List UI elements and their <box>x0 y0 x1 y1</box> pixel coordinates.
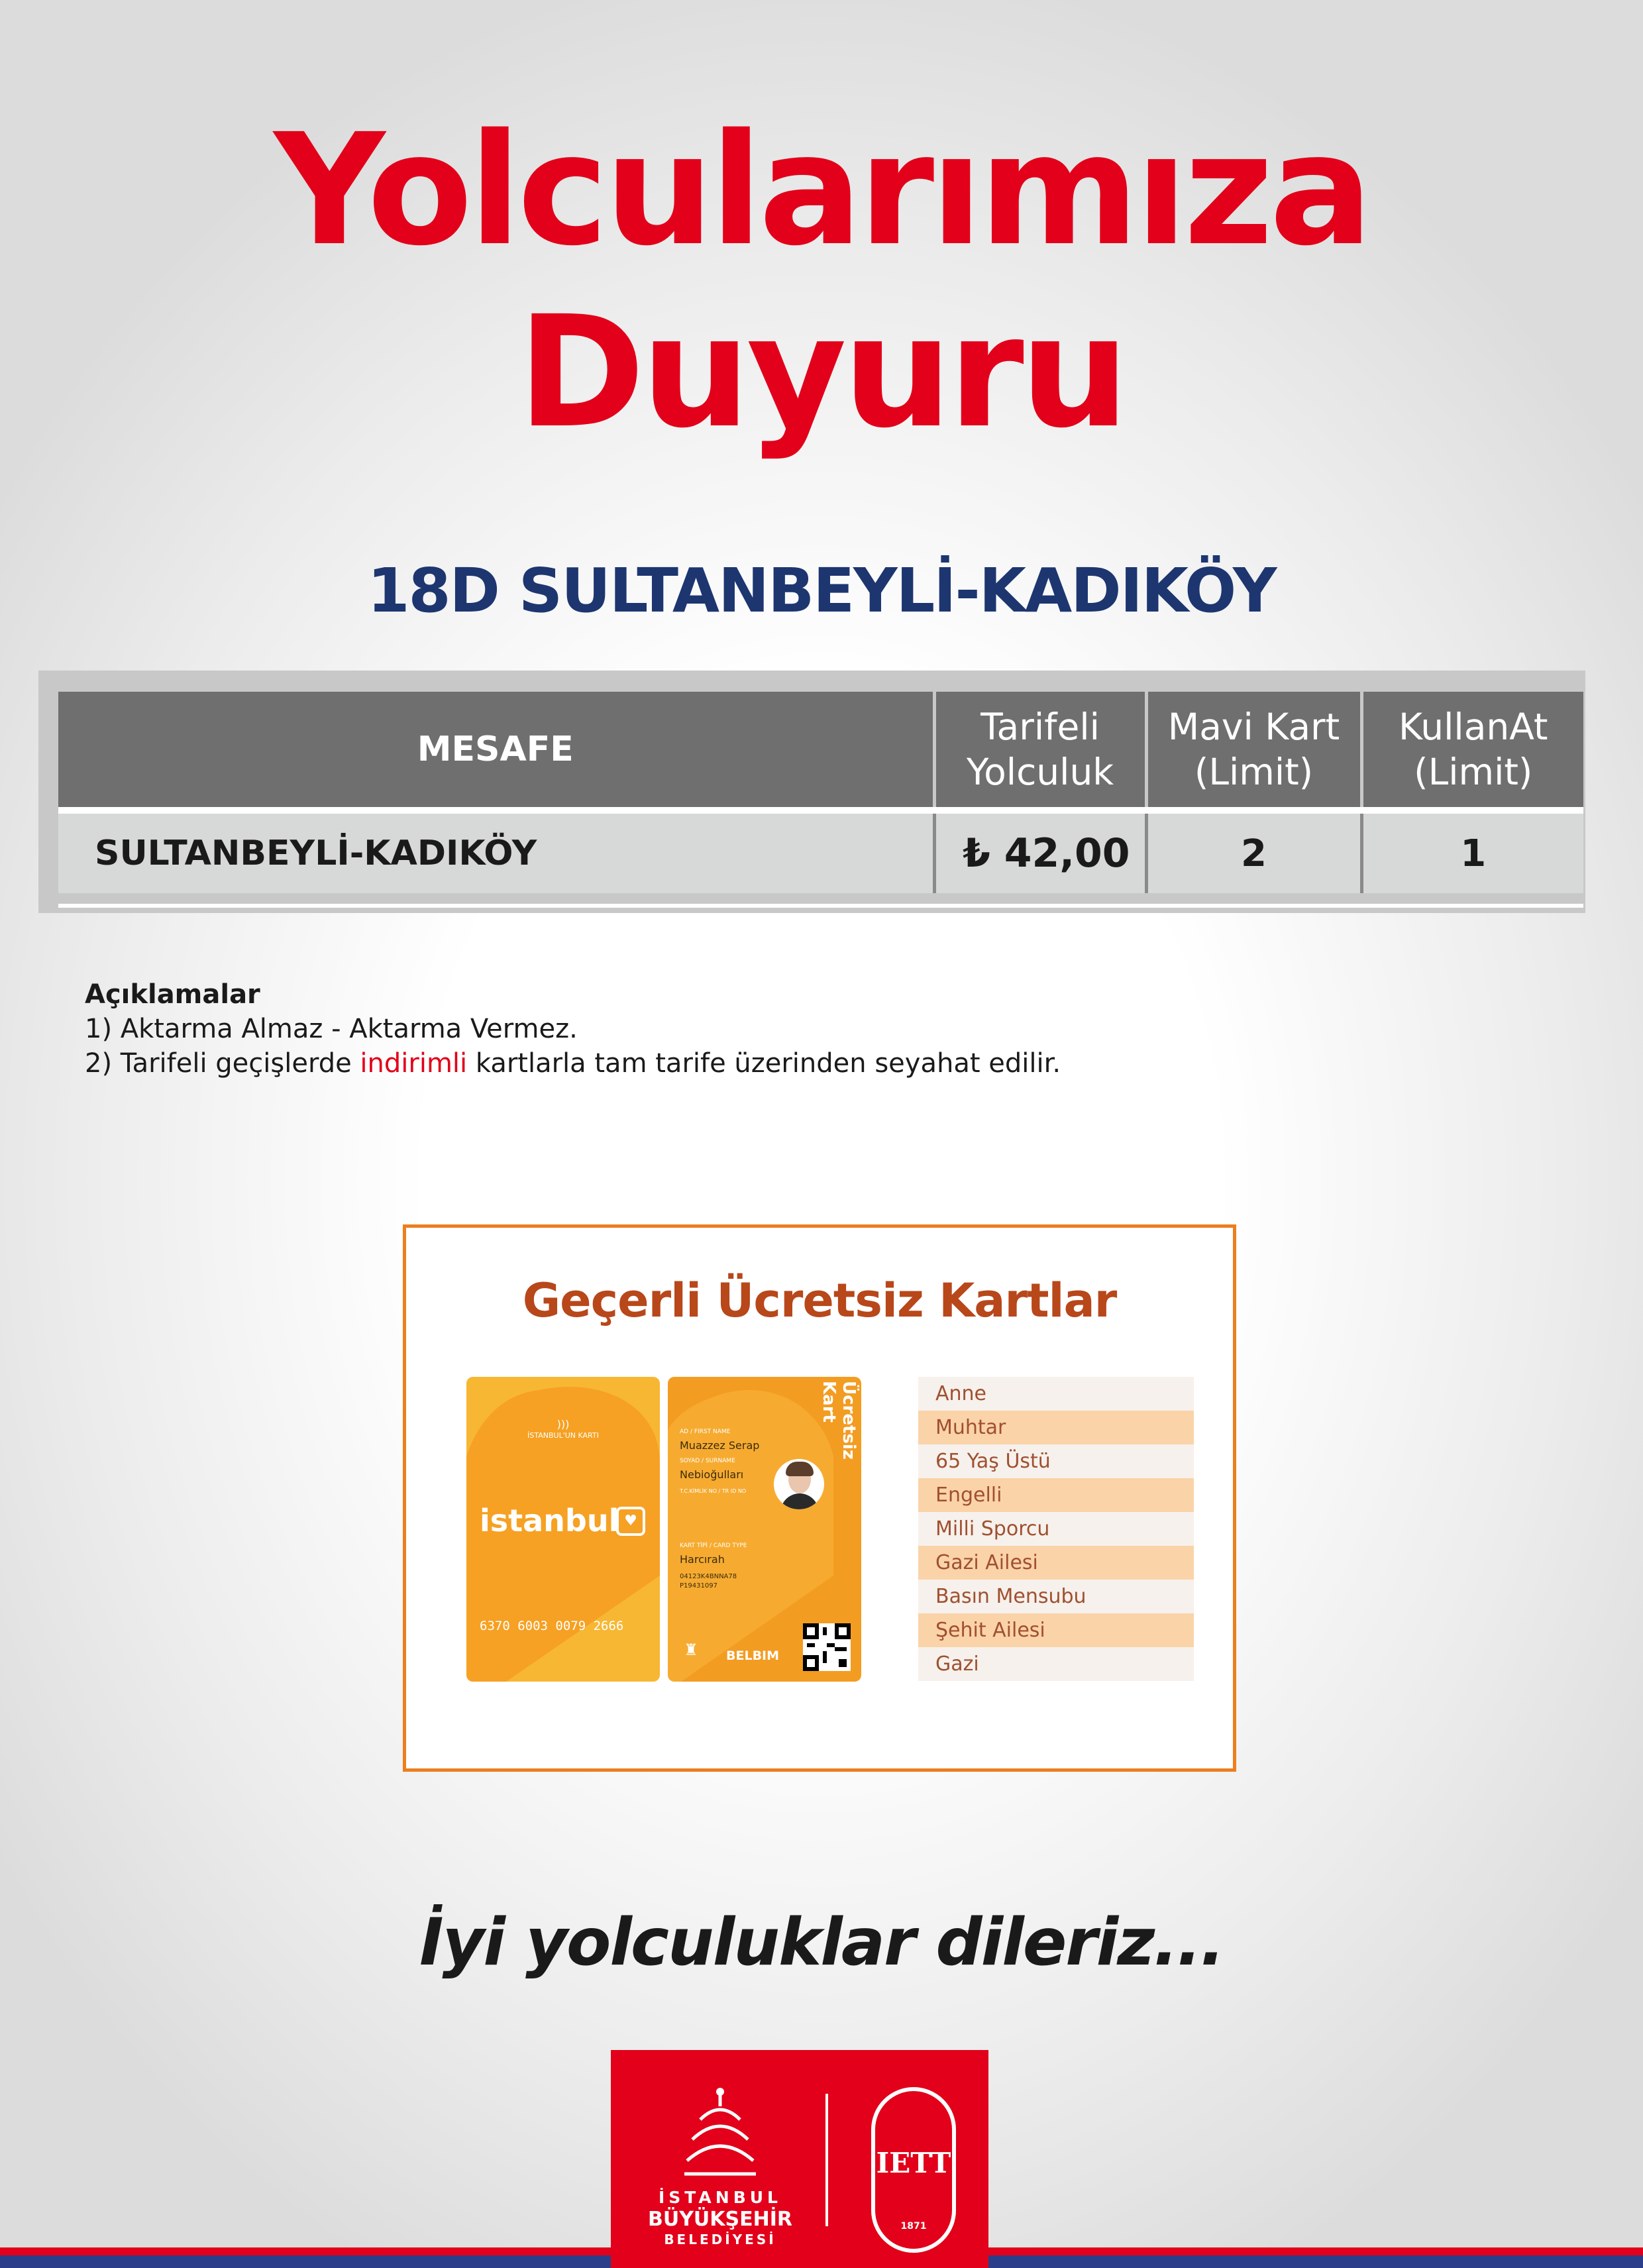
card2-type-label: KART TİPİ / CARD TYPE <box>680 1542 747 1549</box>
ibb-mini-logo-icon: ♜ <box>684 1641 698 1659</box>
footer-divider <box>825 2094 828 2226</box>
list-item: Şehit Ailesi <box>918 1613 1194 1647</box>
list-item: Basın Mensubu <box>918 1580 1194 1613</box>
list-item: Anne <box>918 1377 1194 1411</box>
cell-mavi-kart-limit: 2 <box>1146 810 1361 893</box>
table-bottom-rule <box>58 904 1583 908</box>
card2-surname-label: SOYAD / SURNAME <box>680 1458 735 1464</box>
ibb-name-line2: BÜYÜKŞEHİR <box>647 2208 793 2231</box>
free-card-types-list <box>918 1377 1194 1681</box>
header-tarifeli-yolculuk: Tarifeli Yolculuk <box>934 692 1146 810</box>
route-title: 18D SULTANBEYLİ-KADIKÖY <box>367 555 1276 626</box>
iett-year: 1871 <box>900 2221 927 2232</box>
fare-table <box>58 692 1583 893</box>
card2-id-label: T.C.KİMLİK NO / TR ID NO <box>680 1488 747 1494</box>
ibb-name-line3: BELEDİYESİ <box>664 2232 776 2247</box>
list-item: 65 Yaş Üstü <box>918 1444 1194 1478</box>
ibb-logo-icon <box>680 2086 760 2179</box>
list-item: Muhtar <box>918 1411 1194 1444</box>
card1-small-label: İSTANBUL'UN KARTI <box>527 1431 599 1440</box>
heart-icon: ♥ <box>616 1507 645 1536</box>
table-header-row <box>58 692 1583 810</box>
page-title <box>0 99 1643 464</box>
note-2 <box>85 1046 1061 1081</box>
qr-code-icon <box>803 1623 851 1671</box>
notes-heading: Açıklamalar <box>85 979 260 1010</box>
list-item: Engelli <box>918 1478 1194 1512</box>
header-kullanat: KullanAt (Limit) <box>1361 692 1583 810</box>
table-row <box>58 810 1583 893</box>
iett-logo-icon <box>871 2087 956 2253</box>
card2-type: Harcırah <box>680 1553 725 1566</box>
cell-distance: SULTANBEYLİ-KADIKÖY <box>58 810 934 893</box>
free-cards-title: Geçerli Ücretsiz Kartlar <box>522 1273 1117 1328</box>
card2-vertical-title: Ücretsiz Kart <box>819 1381 859 1460</box>
belbim-logo: BELBIM <box>726 1648 780 1663</box>
header-mesafe: MESAFE <box>58 692 934 810</box>
notes <box>85 977 1061 1081</box>
closing-message: İyi yolculuklar dileriz... <box>419 1905 1224 1980</box>
list-item: Gazi Ailesi <box>918 1546 1194 1580</box>
footer-logo-panel <box>611 2050 988 2268</box>
cell-fare: ₺ 42,00 <box>934 810 1146 893</box>
header-mavi-kart: Mavi Kart (Limit) <box>1146 692 1361 810</box>
istanbul-logo: istanbul <box>480 1503 619 1539</box>
free-pass-card <box>668 1377 861 1682</box>
title-line-2: Duyuru <box>517 283 1126 462</box>
istanbulkart-card <box>466 1377 660 1682</box>
ibb-name-line1: İSTANBUL <box>659 2188 782 2207</box>
card2-name-label: AD / FIRST NAME <box>680 1429 731 1435</box>
card2-name: Muazzez Serap <box>680 1439 760 1452</box>
title-line-1: Yolcularımıza <box>274 101 1369 280</box>
card1-number: 6370 6003 0079 2666 <box>480 1619 624 1633</box>
note-2-text: 2) Tarifeli geçişlerde <box>85 1048 360 1079</box>
card2-serial-2: P19431097 <box>680 1582 717 1590</box>
list-item: Gazi <box>918 1647 1194 1681</box>
list-item: Milli Sporcu <box>918 1512 1194 1546</box>
note-2-text-end: kartlarla tam tarife üzerinden seyahat edilir. <box>467 1048 1061 1079</box>
note-2-highlight: indirimli <box>360 1048 468 1079</box>
card2-photo <box>774 1459 824 1509</box>
card2-surname: Nebioğulları <box>680 1468 744 1481</box>
nfc-icon: ))) <box>556 1418 570 1431</box>
note-1: 1) Aktarma Almaz - Aktarma Vermez. <box>85 1014 578 1044</box>
cell-kullanat-limit: 1 <box>1361 810 1583 893</box>
card2-serial-1: 04123K4BNNA78 <box>680 1573 737 1580</box>
iett-logo-text: IETT <box>876 2147 951 2179</box>
